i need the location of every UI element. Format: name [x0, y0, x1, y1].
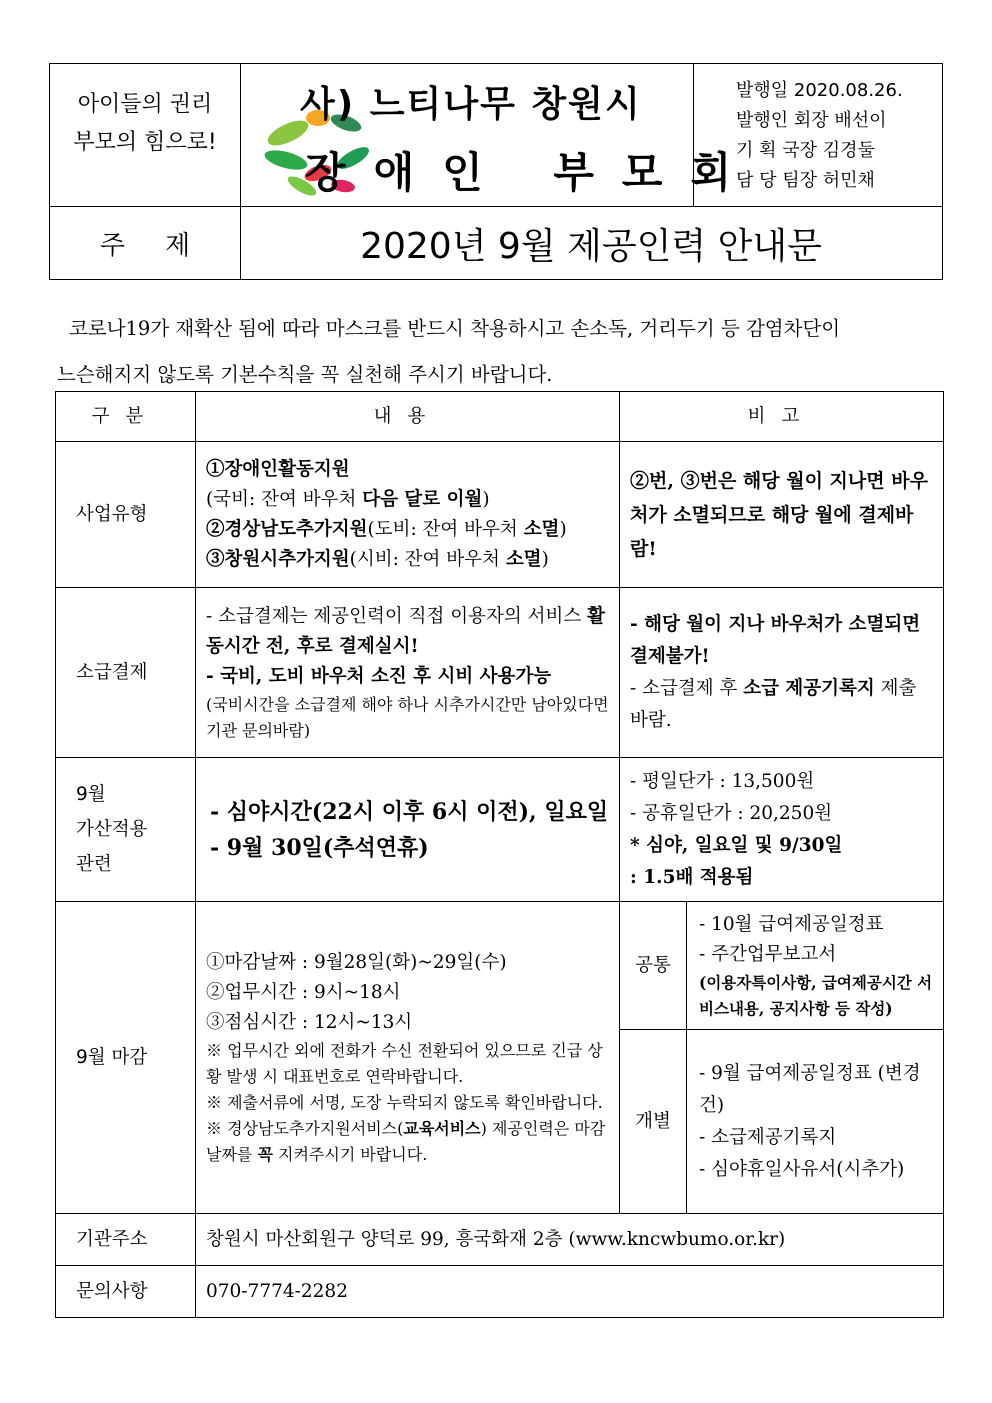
text: (국비: 잔여 바우처: [206, 488, 363, 510]
text-line: ②업무시간 : 9시~18시: [206, 981, 401, 1003]
pub-manager: 담 당 팀장 허민채: [736, 170, 875, 191]
motto-line: 아이들의 권리: [77, 92, 213, 117]
text: 다음 달로 이월: [362, 488, 483, 510]
text-line: - 공휴일단가 : 20,250원: [630, 802, 833, 824]
text: (도비: 잔여 바우처: [367, 518, 524, 540]
address-value: 창원시 마산회원구 양덕로 99, 흥국화재 2층 (www.kncwbumo.or.kr): [196, 1214, 944, 1266]
text-line: - 주간업무보고서: [699, 943, 837, 965]
text-line: - 평일단가 : 13,500원: [630, 770, 815, 792]
motto: [50, 86, 240, 162]
divider: [240, 64, 241, 206]
text-line: - 9월 30일(추석연휴): [210, 834, 429, 861]
text: ): [559, 518, 567, 540]
text: 교육서비스: [403, 1118, 481, 1138]
retro-content: [196, 588, 620, 758]
header-box: [49, 63, 943, 280]
text-line: - 소급제공기록지: [699, 1126, 837, 1148]
text-line: - 심야시간(22시 이후 6시 이전), 일요일: [210, 798, 609, 825]
label-line: 9월: [76, 784, 106, 805]
text: 지켜주시기 바랍니다.: [272, 1144, 428, 1164]
business-content: [196, 442, 620, 588]
text-line: - 해당 월이 지나 바우처가 소멸되면 결제불가!: [630, 613, 921, 667]
common-content: [687, 902, 944, 1030]
table-row: [56, 902, 944, 1030]
text: ※ 경상남도추가지원서비스(: [206, 1118, 404, 1138]
pub-date: 발행일 2020.08.26.: [736, 80, 903, 101]
text: - 소급결제 후: [630, 677, 744, 699]
text-line: ※ 업무시간 외에 전화가 수신 전환되어 있으므로 긴급 상황 발생 시 대표번호로 연락바랍니다.: [206, 1040, 603, 1086]
label-line: 가산적용: [76, 819, 148, 840]
row-label: [56, 758, 196, 902]
text-line: ③점심시간 : 12시~13시: [206, 1011, 413, 1033]
header-category: 구분: [56, 392, 196, 442]
row-label: 9월 마감: [56, 902, 196, 1214]
header-content: 내용: [196, 392, 620, 442]
retro-note: [620, 588, 944, 758]
contact-value: 070-7774-2282: [196, 1266, 944, 1318]
text: 꼭: [257, 1144, 273, 1164]
info-table: [55, 391, 944, 1318]
intro-line: 느슨해지지 않도록 기본수칙을 꼭 실천해 주시기 바랍니다.: [57, 363, 553, 386]
closing-content: [196, 902, 620, 1214]
text-line: - 국비, 도비 바우처 소진 후 시비 사용가능: [206, 665, 552, 687]
intro-text: [57, 306, 945, 398]
pub-publisher: 발행인 회장 배선이: [736, 110, 887, 131]
text: 제출바람.: [630, 677, 917, 731]
text-line: ※ 제출서류에 서명, 도장 누락되지 않도록 확인바랍니다.: [206, 1092, 603, 1112]
surcharge-content: [196, 758, 620, 902]
text-line: (이용자특이사항, 급여제공시간 서비스내용, 공지사항 등 작성): [699, 972, 933, 1018]
text-line: * 심야, 일요일 및 9/30일: [630, 834, 843, 856]
table-row: [56, 588, 944, 758]
subject-label: 주제: [99, 230, 231, 261]
text: - 소급결제는 제공인력이 직접 이용자의 서비스: [206, 605, 588, 627]
text: ②경상남도추가지원: [206, 518, 368, 540]
org-name-line2: 장애인 부모회: [305, 148, 760, 197]
header-note: 비고: [620, 392, 944, 442]
org-name-line1: 사) 느티나무 창원시: [300, 84, 642, 125]
table-header-row: [56, 392, 944, 442]
table-row: [56, 758, 944, 902]
text: ③창원시추가지원: [206, 548, 350, 570]
table-row: [56, 1266, 944, 1318]
pub-planner: 기 획 국장 김경둘: [736, 140, 875, 161]
label-line: 관련: [76, 854, 112, 875]
text-line: (국비시간을 소급결제 해야 하나 시추가시간만 남아있다면 기관 문의바람): [206, 694, 609, 740]
motto-line: 부모의 힘으로!: [73, 130, 217, 155]
text-line: ①장애인활동지원: [206, 458, 350, 480]
subject-title: 2020년 9월 제공인력 안내문: [360, 225, 822, 267]
text: 소급 제공기록지: [743, 677, 875, 699]
surcharge-note: [620, 758, 944, 902]
individual-label: 개별: [620, 1030, 687, 1214]
text-line: : 1.5배 적용됨: [630, 866, 754, 888]
text: ): [482, 488, 490, 510]
text: (시비: 잔여 바우처: [349, 548, 506, 570]
text-line: ①마감날짜 : 9월28일(화)~29일(수): [206, 951, 507, 973]
text-line: - 10월 급여제공일정표: [699, 913, 884, 935]
row-label: 소급결제: [56, 588, 196, 758]
row-label: 문의사항: [56, 1266, 196, 1318]
text: ): [541, 548, 549, 570]
publication-info: [736, 76, 941, 196]
text: 소멸: [505, 548, 542, 570]
text: 활동시간 전, 후로 결제실시!: [206, 605, 605, 657]
row-label: 사업유형: [56, 442, 196, 588]
text: 소멸: [523, 518, 560, 540]
table-row: [56, 442, 944, 588]
text: ) 제공인력은 마감날짜를: [206, 1118, 606, 1164]
common-label: 공통: [620, 902, 687, 1030]
text-line: - 9월 급여제공일정표 (변경건): [699, 1062, 921, 1116]
intro-line: 코로나19가 재확산 됨에 따라 마스크를 반드시 착용하시고 손소독, 거리두기 등 감염차단이: [69, 317, 841, 340]
individual-content: [687, 1030, 944, 1214]
table-row: [56, 1214, 944, 1266]
business-note: ②번, ③번은 해당 월이 지나면 바우처가 소멸되므로 해당 월에 결제바람!: [620, 442, 944, 588]
text-line: - 심야휴일사유서(시추가): [699, 1158, 905, 1180]
row-label: 기관주소: [56, 1214, 196, 1266]
